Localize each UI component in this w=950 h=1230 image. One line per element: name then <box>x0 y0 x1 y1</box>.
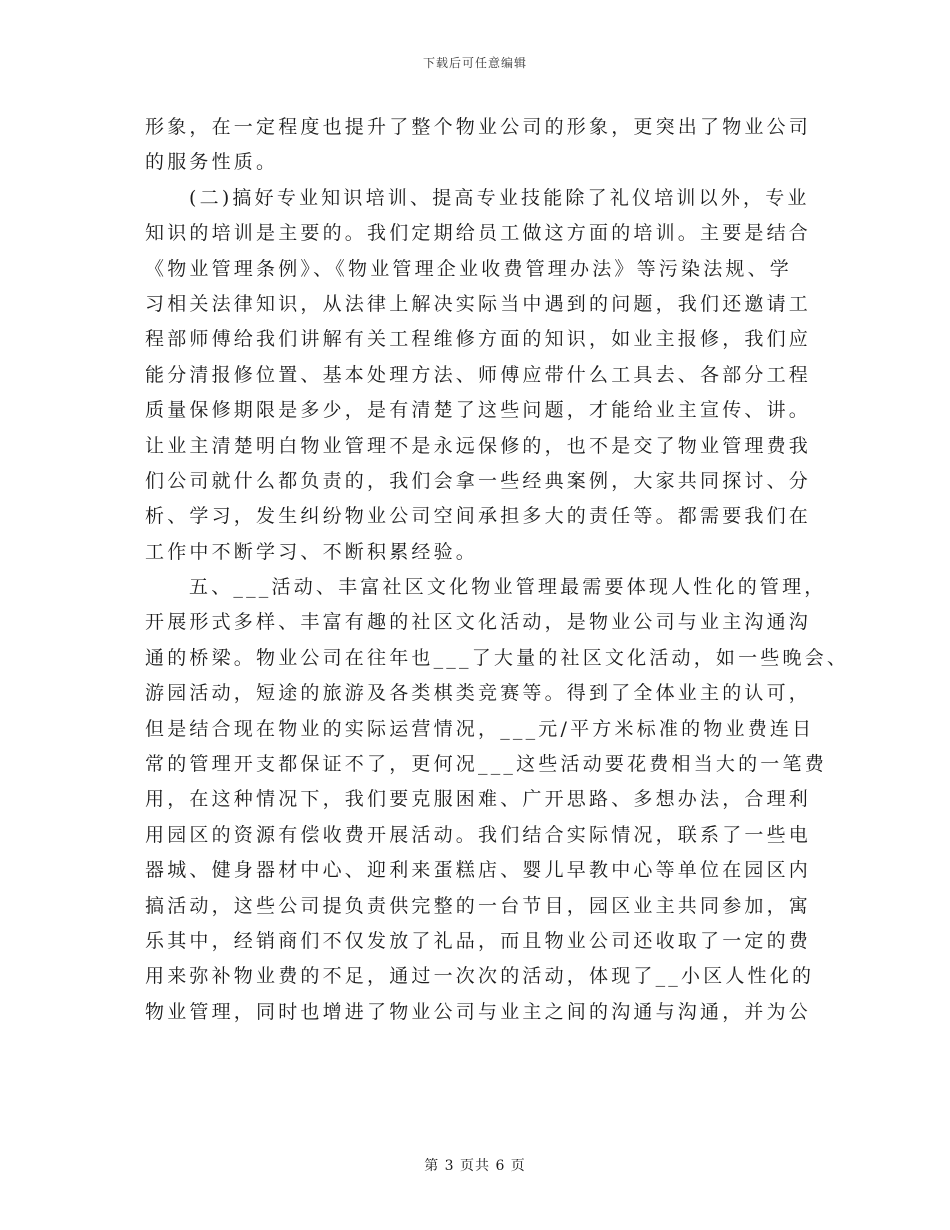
body-line: 《物业管理条例》、《物业管理企业收费管理办法》等污染法规、学 <box>145 257 793 280</box>
body-line: 物业管理，同时也增进了物业公司与业主之间的沟通与沟通，并为公 <box>145 1000 812 1023</box>
page-number-footer: 第 3 页共 6 页 <box>424 1158 526 1174</box>
paragraph-start-line: 五、___活动、丰富社区文化物业管理最需要体现人性化的管理， <box>189 576 827 599</box>
body-line: 游园活动，短途的旅游及各类棋类竞赛等。得到了全体业主的认可， <box>145 682 812 705</box>
body-line: 形象，在一定程度也提升了整个物业公司的形象，更突出了物业公司 <box>145 116 812 138</box>
body-line: 习相关法律知识，从法律上解决实际当中遇到的问题，我们还邀请工 <box>145 292 812 315</box>
body-line: 用来弥补物业费的不足，通过一次次的活动，体现了__小区人性化的 <box>145 965 815 988</box>
body-line: 能分清报修位置、基本处理方法、师傅应带什么工具去、各部分工程 <box>145 363 812 386</box>
body-line: 让业主清楚明白物业管理不是永远保修的，也不是交了物业管理费我 <box>145 434 812 457</box>
body-line: 开展形式多样、丰富有趣的社区文化活动，是物业公司与业主沟通沟 <box>145 611 812 634</box>
body-line: 用，在这种情况下，我们要克服困难、广开思路、多想办法，合理利 <box>145 788 812 811</box>
body-line: 用园区的资源有偿收费开展活动。我们结合实际情况，联系了一些电 <box>145 823 812 846</box>
body-line: 的服务性质。 <box>145 151 279 174</box>
body-line: 搞活动，这些公司提负责供完整的一台节目，园区业主共同参加，寓 <box>145 894 812 917</box>
body-line: 常的管理开支都保证不了，更何况___这些活动要花费相当大的一笔费 <box>145 753 827 776</box>
body-line: 们公司就什么都负责的，我们会拿一些经典案例，大家共同探讨、分 <box>145 469 812 492</box>
document-body <box>145 110 850 1030</box>
body-line: 但是结合现在物业的实际运营情况，___元/平方米标准的物业费连日 <box>145 717 815 740</box>
paragraph-start-line: (二)搞好专业知识培训、提高专业技能除了礼仪培训以外，专业 <box>189 186 810 209</box>
page-header: 下载后可任意编辑 <box>422 56 527 70</box>
body-line: 工作中不断学习、不断积累经验。 <box>145 540 479 563</box>
body-line: 器城、健身器材中心、迎利来蛋糕店、婴儿早教中心等单位在园区内 <box>145 859 812 882</box>
body-line: 程部师傅给我们讲解有关工程维修方面的知识，如业主报修，我们应 <box>145 328 812 351</box>
body-line: 析、学习，发生纠纷物业公司空间承担多大的责任等。都需要我们在 <box>145 505 812 528</box>
body-line: 知识的培训是主要的。我们定期给员工做这方面的培训。主要是结合 <box>145 222 812 245</box>
body-line: 通的桥梁。物业公司在往年也___了大量的社区文化活动，如一些晚会、 <box>145 646 850 669</box>
body-line: 质量保修期限是多少，是有清楚了这些问题，才能给业主宣传、讲。 <box>145 399 812 422</box>
body-line: 乐其中，经销商们不仅发放了礼品，而且物业公司还收取了一定的费 <box>145 929 812 952</box>
